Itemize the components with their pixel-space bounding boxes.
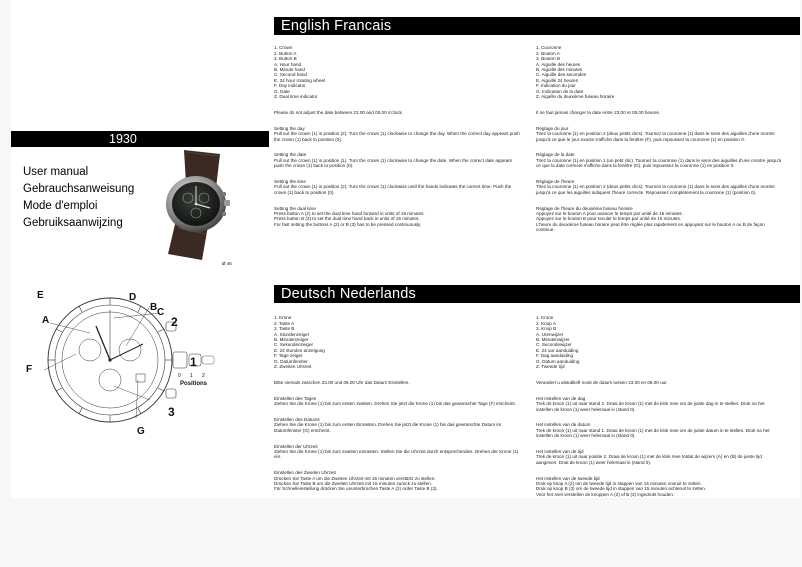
cover-line-fr: Mode d'emploi: [23, 200, 98, 212]
fr-setting-time: Réglage de l'heure Tirez la couronne (1) en position 2 (deux petits clics). Tournez la couronne (1) dans le sens des aiguilles d'une montre jusqu'à ce que les aiguilles indiquent l'heure correcte. Repoussez complètement la couronne (1) (position 0).: [536, 178, 775, 195]
fr-date-warning: Il ne faut jamais changer la date entre 23.00 et 05.00 heures.: [536, 109, 661, 115]
diagram-label-2: 2: [171, 315, 178, 329]
section-title-en-fr: English Francais: [274, 17, 800, 35]
diagram-label-e: E: [37, 290, 44, 301]
diagram-position-1: 1: [190, 373, 193, 379]
de-parts-list: 1. Krone 2. Taste A 3. Taste B A. Stundenzeiger B. Minutenzeiger C. Sekundenzeiger E. 24 stunden anzeigung F. Tage zeiger G. Datumfenster Z. Zweiten Uhrzeit: [274, 315, 325, 370]
en-setting-time: Setting the time Pull out the crown (1) in position (2). Turn the crown (1) clockwise until the hands indicates the correct time. Push the crown (1) back to position (0).: [274, 178, 512, 195]
de-setting-date: Einstellen des Datums Ziehen Sie die Krone (1) bis zum ersten Einrasten. Drehen Sie jetzt die Krone (1) bis das gewünschte Datum im Datumfenster (G) erscheint.: [274, 416, 502, 433]
en-parts-list: 1. Crown 2. Button A 3. Button B A. Hour hand B. Minute hand C. Second hand E. 24 hour rotating wheel F. Day indicator G. Date Z. Dual time indicator: [274, 45, 326, 100]
en-column: [274, 40, 520, 238]
cover-line-en: User manual: [23, 166, 89, 178]
de-setting-dual-time: Einstellen des Zweiten Uhrzeit Drücken Sie Taste A um die Zweiten Uhrzeit mit 15 minuten verstärtz zu stellen. Drücken Sie Taste B um die Zweiten Uhrzeit mit 15 minuten zurück zu stellen. Für Schnelleinstellung drücken Sie ununterbrochen Taste A (2) order Taste B (3).: [274, 470, 438, 492]
en-setting-date: Setting the date Pull out the crown (1) in position (1). Turn the crown (1) clockwise to change the date. When the correct date appears push the crown (1) back to position (0).: [274, 152, 512, 169]
fr-setting-date: Réglage de la date Tirez la couronne (1) en position 1 (un petit clic). Tournez la couronne (1) dans le sens des aiguilles d'une montre jusqu'à ce que la date correcte s'affiche dans la fenêtre (G), puis repoussez la couronne (1) en position 0.: [536, 152, 782, 169]
fr-parts-list: 1. Couronne 2. Bouton A 3. Bouton B A. Aiguille des heures B. Aiguille des minutes C. Aiguille des secondes E. Aiguille 24 heures F. Indication du jour G. Indication de la date Z. Aiguille du deuxième fuseau horaire: [536, 45, 615, 100]
cover-line-nl: Gebruiksaanwijzing: [23, 217, 123, 229]
en-setting-dual-time: Setting the dual time Press button A (2) to set the dual time hand forward in units of 15 minutes. Press button B (3) to set the dual time hand back in units of 15 minutes. For fast setting the buttons A (2) or B (3) has to be pressed continuously.: [274, 205, 425, 227]
diagram-label-g: G: [137, 426, 145, 437]
cover-languages: [23, 164, 134, 232]
nl-setting-date: Het instellen van de datum Trek de kroon (1) uit naar stand 1. Draai de kroon (1) met de klok mee om de juiste datum in te stellen. Druk na het instellen de kroon (1) weer helemaal in (stand 0).: [536, 422, 770, 439]
diagram-position-0: 0: [178, 373, 181, 379]
cover-model: 1930: [109, 132, 137, 146]
de-column: [274, 310, 520, 502]
cover-line-de: Gebrauchsanweisung: [23, 183, 135, 195]
fr-setting-day: Réglage du jour Tirez la couronne (1) en position 2 (deux petits clics). Tournez la couronne (1) dans le sens des aiguilles d'une montre jusqu'à ce que le jour exacte s'affiche dans la fenêtre (F), puis repoussez la couronne (1) en position 0.: [536, 125, 775, 142]
fr-setting-dual-time: Réglage de l'heure du deuxième fuseau horaire Appuyez sur le bouton A pour avancer le temps par unité de 15 minutes. Appuyez sur le bouton B pour reculer le temps par unité de 15 minutes. L'heure du deuxième fuseau horaire peut être réglée plus rapidement en appuyant sur le bouton A ou B de façon continue.: [536, 205, 765, 233]
diagram-label-1: 1: [190, 355, 197, 369]
cover-model-bar: [11, 131, 269, 147]
fr-column: [536, 40, 782, 243]
nl-setting-time: Het instellen van de tijd Trek de kroon (1) uit naar positie 2. Draai de kroon (1) met de klok mee totdat de wijzers (A) en (B) de juiste tijd aangeven. Druk de kroon (1) weer helemaal in (stand 0).: [536, 448, 762, 465]
de-setting-day: Einstellen des Tages Ziehen Sie die Krone (1) bis zum ersten zweiten. Drehen Sie jetzt die Krone (1) bis das gewünschte Tage (F) erscheint.: [274, 395, 516, 407]
nl-setting-day: Het instellen van de dag Trek de kroon (1) uit naar stand 2. Draai de kroon (1) met de klok mee om de juiste dag in te stellen. Druk na het instellen de kroon (1) weer helemaal in (stand 0).: [536, 395, 765, 412]
en-setting-day: Setting the day Pull out the crown (1) in position (2). Turn the crown (1) clockwise to change the day. When the correct day appears push the crown (1) back to position (0).: [274, 125, 520, 142]
nl-setting-dual-time: Het instellen van de tweede tijd Druk op knop A (2) om de tweede tijd in stappen van 15 minuten vooruit te zetten. Druk op knop B (3) om de tweede tijd in stappen van 15 minuten achteruit te zetten. Voor het snel verstellen de knoppen A (2) of B (3) ingedrukt houden.: [536, 475, 707, 497]
watch-photo: [150, 148, 242, 262]
size-label: Ø 46: [222, 261, 232, 266]
diagram-label-c: C: [157, 307, 165, 318]
diagram-label-f: F: [26, 364, 33, 375]
section-title-de-nl: Deutsch Nederlands: [274, 285, 800, 303]
nl-date-warning: Verandert u alstublieft nooit de datum tussen 23.00 en 05.00 uur.: [536, 379, 668, 385]
diagram-label-b: B: [150, 302, 158, 313]
diagram-label-d: D: [129, 292, 137, 303]
de-date-warning: Bitte niemals zwischen 23.00 und 05.00 Uhr das Datum Einstellen.: [274, 379, 410, 385]
en-date-warning: Please do not adjust the date between 23.00 and 05.00 o'clock.: [274, 109, 404, 115]
watch-diagram: [18, 288, 218, 438]
diagram-label-3: 3: [168, 405, 175, 419]
de-setting-time: Einstellen der Uhrzeit Ziehen Sie die Krone (1) bis zum zweiten einrasten. Stellen Sie die Uhrzeit durch entsprechendes. Drehen der Krone (1) ein.: [274, 443, 519, 460]
diagram-position-2: 2: [202, 373, 205, 379]
nl-parts-list: 1. Kroon 2. Knop A 3. Knop B A. Urenwijzer B. Minutenwijzer C. Secondewijzer E. 24 uur aanduiding F. Dag aanduiding G. Datum aanduiding Z. Tweede tijd: [536, 315, 580, 370]
nl-column: [536, 310, 782, 508]
diagram-positions-label: Positions: [180, 381, 208, 387]
diagram-label-a: A: [42, 315, 50, 326]
